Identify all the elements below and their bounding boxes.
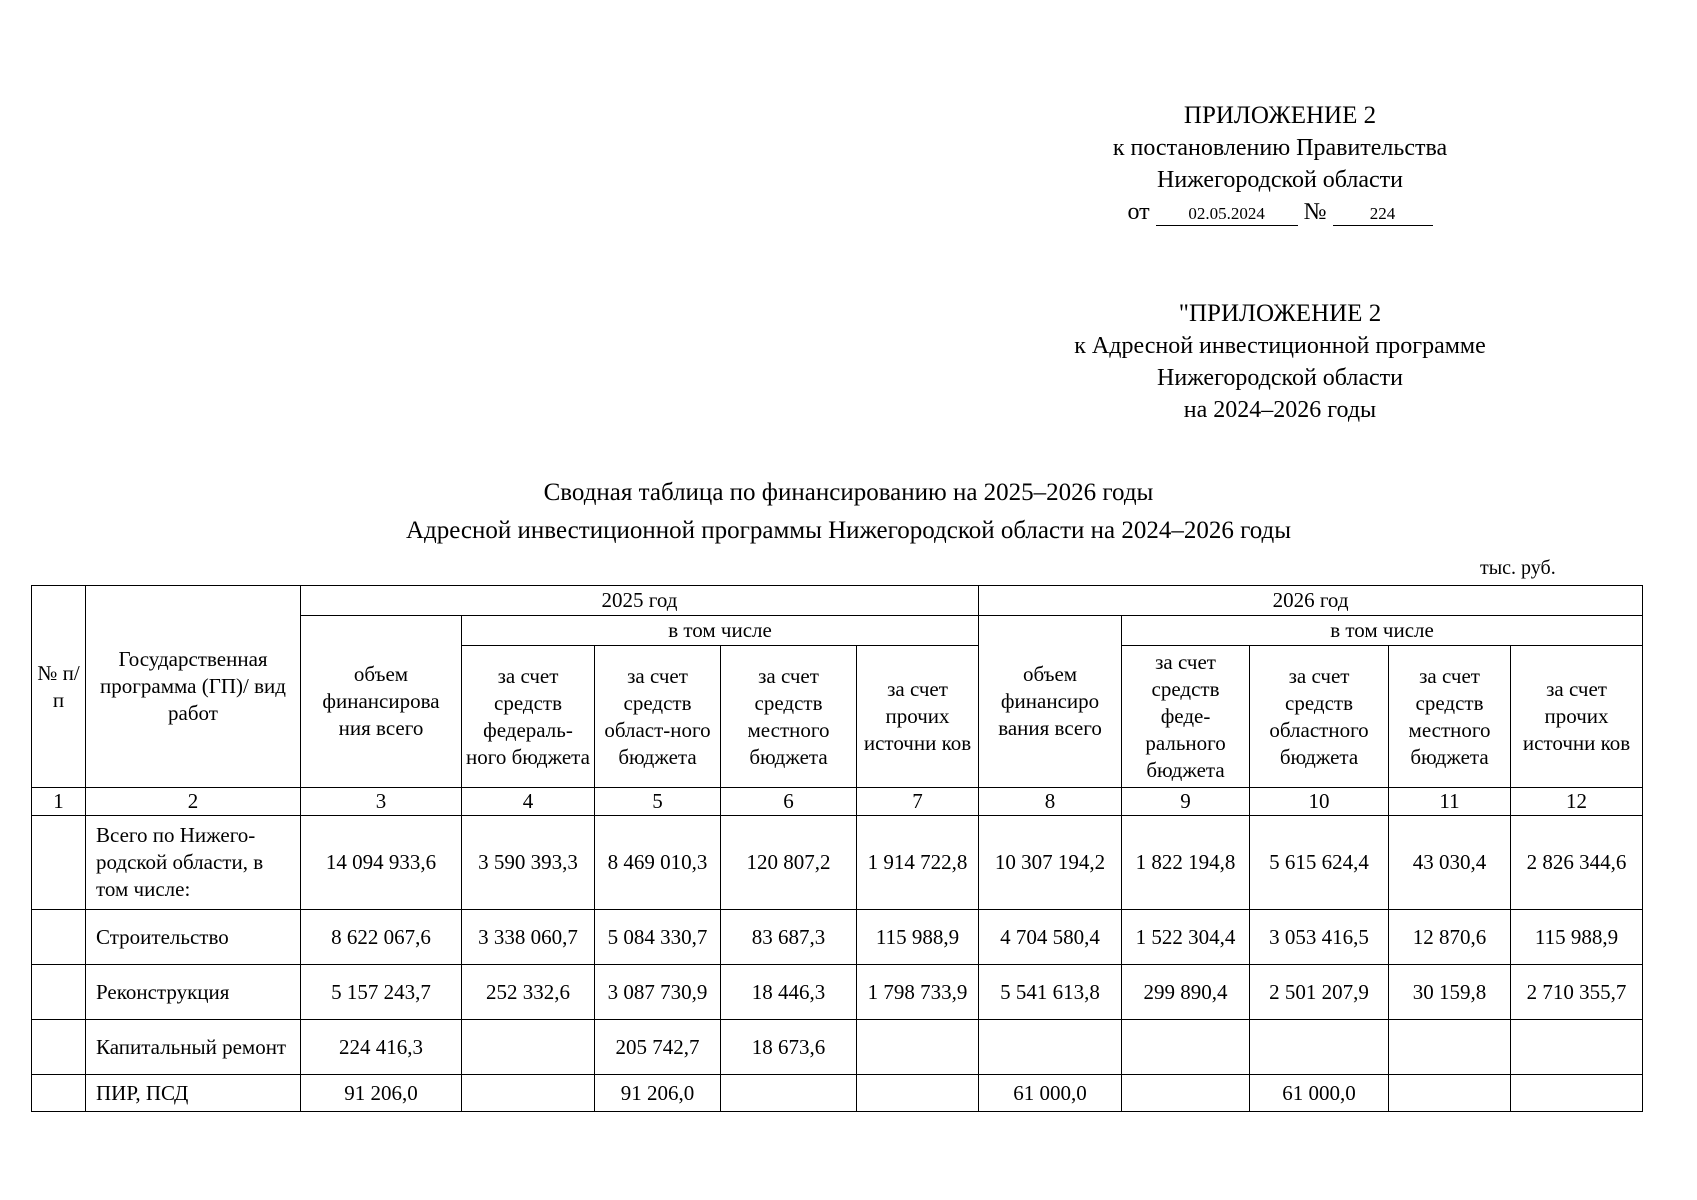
row-value: 8 622 067,6 [301,910,462,965]
header-2026-local: за счет средств местного бюджета [1389,646,1511,788]
row-value [857,1075,979,1112]
row-value: 3 590 393,3 [462,816,595,910]
row-value: 224 416,3 [301,1020,462,1075]
row-value: 5 615 624,4 [1250,816,1389,910]
row-value: 1 798 733,9 [857,965,979,1020]
row-name: Реконструкция [86,965,301,1020]
row-value: 1 914 722,8 [857,816,979,910]
program-appendix-block [1000,298,1560,426]
col-number: 7 [857,788,979,816]
header-2026-including: в том числе [1122,616,1643,646]
col-number: 3 [301,788,462,816]
row-value: 115 988,9 [1511,910,1643,965]
row-no [32,1020,86,1075]
table-title [0,474,1697,550]
row-name: Строительство [86,910,301,965]
row-value: 12 870,6 [1389,910,1511,965]
row-value [1389,1075,1511,1112]
financing-table [31,585,1643,1112]
col-number: 4 [462,788,595,816]
row-no [32,1075,86,1112]
header-2025-total: объем финансирова ния всего [301,616,462,788]
row-value: 2 826 344,6 [1511,816,1643,910]
row-name: Капитальный ремонт [86,1020,301,1075]
col-number: 5 [595,788,721,816]
header-2025-other: за счет прочих источни ков [857,646,979,788]
appendix-region: Нижегородской области [1156,167,1404,193]
row-value: 4 704 580,4 [979,910,1122,965]
row-value: 30 159,8 [1389,965,1511,1020]
row-value: 2 501 207,9 [1250,965,1389,1020]
header-year-2026: 2026 год [979,586,1643,616]
appendix-to-decree: к постановлению Правительства [1112,135,1448,161]
row-value [1511,1075,1643,1112]
column-number-row [32,788,1643,816]
program-appendix-line-1: к Адресной инвестиционной программе [1074,333,1486,359]
row-value: 43 030,4 [1389,816,1511,910]
row-value: 2 710 355,7 [1511,965,1643,1020]
header-2025-regional: за счет средств област-ного бюджета [595,646,721,788]
row-value: 115 988,9 [857,910,979,965]
col-number: 9 [1122,788,1250,816]
row-no [32,816,86,910]
row-value [1122,1020,1250,1075]
row-no [32,910,86,965]
row-value [1389,1020,1511,1075]
col-number: 2 [86,788,301,816]
from-label: от [1127,199,1150,225]
table-row-construction [32,910,1643,965]
row-value: 5 157 243,7 [301,965,462,1020]
row-value: 83 687,3 [721,910,857,965]
program-appendix-line-2: Нижегородской области [1156,365,1404,391]
row-value: 18 446,3 [721,965,857,1020]
row-value: 14 094 933,6 [301,816,462,910]
decree-date: 02.05.2024 [1156,203,1298,226]
header-2026-federal: за счет средств феде-рального бюджета [1122,646,1250,788]
row-no [32,965,86,1020]
row-value: 3 338 060,7 [462,910,595,965]
col-number: 1 [32,788,86,816]
header-2026-other: за счет прочих источни ков [1511,646,1643,788]
col-number: 11 [1389,788,1511,816]
table-row-reconstruction [32,965,1643,1020]
row-value: 18 673,6 [721,1020,857,1075]
row-value: 205 742,7 [595,1020,721,1075]
row-value [1511,1020,1643,1075]
row-value [721,1075,857,1112]
appendix-title: ПРИЛОЖЕНИЕ 2 [1183,102,1377,129]
row-value: 91 206,0 [301,1075,462,1112]
decree-date-number [1000,196,1560,228]
row-value: 8 469 010,3 [595,816,721,910]
row-value [1122,1075,1250,1112]
row-value: 5 084 330,7 [595,910,721,965]
row-name: ПИР, ПСД [86,1075,301,1112]
table-title-line-2: Адресной инвестиционной программы Нижегородской области на 2024–2026 годы [405,517,1292,544]
table-row-total [32,816,1643,910]
row-value: 91 206,0 [595,1075,721,1112]
row-value: 61 000,0 [979,1075,1122,1112]
row-value: 3 053 416,5 [1250,910,1389,965]
table-title-line-1: Сводная таблица по финансированию на 2025–2026 годы [543,479,1154,506]
decree-number: 224 [1333,203,1433,226]
row-value [857,1020,979,1075]
header-2025-including: в том числе [462,616,979,646]
table-row-capital-repair [32,1020,1643,1075]
number-label: № [1303,199,1327,225]
row-value [1250,1020,1389,1075]
row-value: 120 807,2 [721,816,857,910]
header-2025-local: за счет средств местного бюджета [721,646,857,788]
col-number: 10 [1250,788,1389,816]
col-number: 8 [979,788,1122,816]
header-col-program: Государственная программа (ГП)/ вид работ [86,586,301,788]
header-2025-federal: за счет средств федераль-ного бюджета [462,646,595,788]
header-row-years [32,586,1643,616]
row-value: 10 307 194,2 [979,816,1122,910]
appendix-block [1000,100,1560,228]
row-name: Всего по Нижего-родской области, в том числе: [86,816,301,910]
program-appendix-line-3: на 2024–2026 годы [1183,397,1377,423]
row-value: 299 890,4 [1122,965,1250,1020]
row-value: 5 541 613,8 [979,965,1122,1020]
program-appendix-title: "ПРИЛОЖЕНИЕ 2 [1178,300,1382,327]
table-row-design-works [32,1075,1643,1112]
header-year-2025: 2025 год [301,586,979,616]
row-value: 61 000,0 [1250,1075,1389,1112]
header-2026-total: объем финансиро вания всего [979,616,1122,788]
row-value [979,1020,1122,1075]
header-col-no: № п/ п [32,586,86,788]
row-value [462,1020,595,1075]
row-value: 1 822 194,8 [1122,816,1250,910]
col-number: 12 [1511,788,1643,816]
row-value: 1 522 304,4 [1122,910,1250,965]
row-value [462,1075,595,1112]
row-value: 3 087 730,9 [595,965,721,1020]
row-value: 252 332,6 [462,965,595,1020]
col-number: 6 [721,788,857,816]
header-2026-regional: за счет средств областного бюджета [1250,646,1389,788]
units-label: тыс. руб. [1480,557,1556,579]
